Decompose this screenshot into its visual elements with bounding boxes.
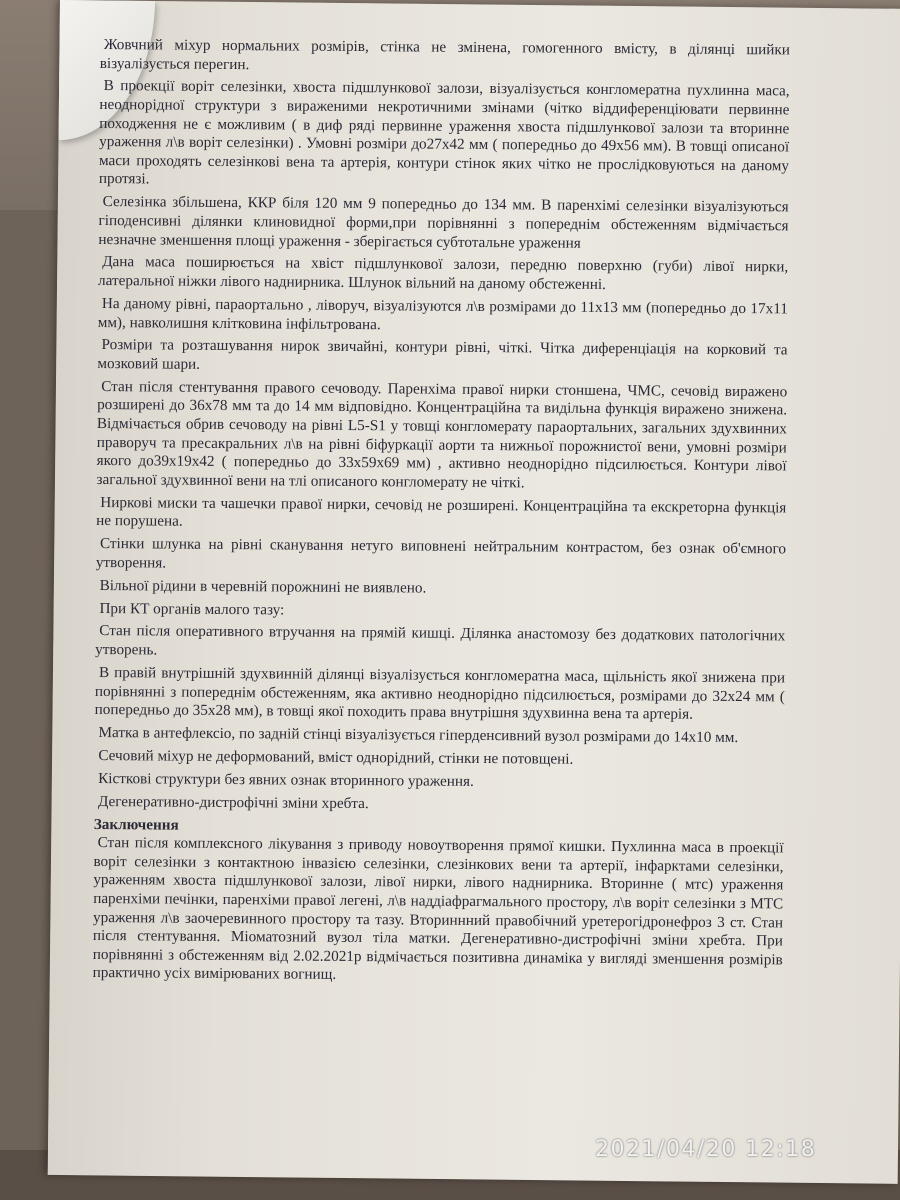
paragraph-paraaortic-nodes: На даному рівні, параортально , ліворуч, візуалізуютcя л\в розмірами до 11x13 мм (попередньо до 17x11 мм), навколишня клітковина інфільтрована. [97,294,788,333]
paragraph-gallbladder: Жовчний міхур нормальних розмірів, стінка не змінена, гомогенного вмісту, в ділянці шийки візуалізується перегин. [99,36,790,73]
conclusion-text: Стан після комплексного лікування з приводу новоутворення прямої кишки. Пухлинна маса в проекції воріт селезінки з контактною інвазією селезінки, слезінкових вени та артерії, інфарктами селезінки, ураженням хвоста підшлункової залози, лівої нирки, лівого наднирника. Вторинне ( мтс) ураження паренхіми печінки, паренхіми правої легені, л\в наддіафрагмального простору, л\в воріт селезінки з МТС ураження л\в заочеревинного простору та тазу. Вториннний правобічний уретерогідронефроз 3 ст. Стан після стентування. Міоматозний вузол тіла матки. Дегенеративно-дистрофічні зміни хребта. При порівнянні з обстеженням від 2.02.2021р відмічається позитивна динаміка у вигляді зменшення розмірів практично усіх вимірюваних вогнищ. [92,834,784,984]
paragraph-pelvis-ct-intro: При КТ органів малого тазу: [99,599,285,619]
photo-timestamp: 2021/04/20 12:18 [595,1137,817,1162]
paragraph-spleen: Селезінка збільшена, ККР біля 120 мм 9 попередньо до 134 мм. В паренхімі селезінки візуалізуються гіподенсивні ділянки клиновидної форми,при порівнянні з попереднім обстеженням відмічається незначне зменшення площі ураження - зберігається субтотальне ураження [98,193,789,252]
paragraph-mass-extension: Дана маса поширюється на хвіст підшлункової залози, передню поверхню (губи) лівої нирки, латеральної ніжки лівого наднирника. Шлунок вільний на даному обстеженні. [98,253,789,293]
paragraph-renal-pelvis: Ниркові миски та чашечки правої нирки, сечовід не розширені. Концентраційна та екскреторна функція не порушена. [96,493,787,530]
paragraph-free-fluid: Вільної рідини в черевній порожнині не виявлено. [99,576,427,597]
paragraph-iliac-mass: В правій внутрішній здухвинній ділянці візуалізується конгломератна маса, щільність якої знижена при порівнянні з попереднім обстеженням, яка активно неоднорідно підсилюється, розмірами до 32x24 мм ( попередньо до 35x28 мм), в товщі якої походить права внутрішня здухвинна вена та артерія. [94,663,786,723]
paragraph-bladder: Сечовий міхур не деформований, вміст однорідний, стінки не потовщені. [98,746,574,768]
paragraph-rectum: Стан після оперативного втручання на прямій кишці. Ділянка анастомозу без додаткових патологічних утворень. [95,622,786,659]
paragraph-right-ureter-stent: Стан після стентування правого сечоводу. Паренхіма правої нирки стоншена, ЧМС, сечовід виражено розширені до 36x78 мм та до 14 мм відповідно. Концентраційна та видільна функція виражено знижена. Відмічається обрив сечоводу на рівні L5-S1 у товщі конгломерату параортальних, загальних здухвинних праворуч та пресакральних л\в на рівні біфуркації аорти та нижньої порожнистої вени, умовні розміри якого до39x19x42 ( попередньо до 33x59x69 мм) , активно неоднорідно підсилюється. Контури лівої загальної здухвинної вени на тлі описаного конгломерату не чіткі. [96,377,788,492]
document-body [93,36,790,993]
conclusion-heading: Заключення [93,815,179,834]
paragraph-stomach: Стінки шлунка на рівні сканування нетуго виповнені нейтральним контрастом, без ознак об'ємного утворення. [95,535,787,572]
paragraph-splenic-hilum-mass: В проекції воріт селезінки, хвоста підшлункової залози, візуалізується конгломератна пухлинна маса, неоднорідної структури з вираженими некротичними змінами (чітко віддиференціювати первинне походження не є можливим ( в диф ряді первинне ураження хвоста підшлункової залози та вторинне ураження л\в воріт селезінки) . Умовні розміри до27x42 мм ( попередньо до 49x56 мм). В товщі описаної маси проходять селезінкові вена та артерія, контури стінок яких чітко не прослідковуються на даному протязі. [98,77,790,188]
paragraph-bones: Кісткові структури без явних ознак вторинного ураження. [98,769,474,790]
paragraph-spine: Дегенеративно-дистрофічні зміни хребта. [97,792,369,812]
paragraph-kidneys: Розміри та розташування нирок звичайні, контури рівні, чіткі. Чітка диференціація на корковий та мозковий шари. [97,336,788,373]
paragraph-uterus: Матка в антефлексіо, по задній стінці візуалізується гіперденсивний вузол розмірами до 14x10 мм. [98,724,739,747]
